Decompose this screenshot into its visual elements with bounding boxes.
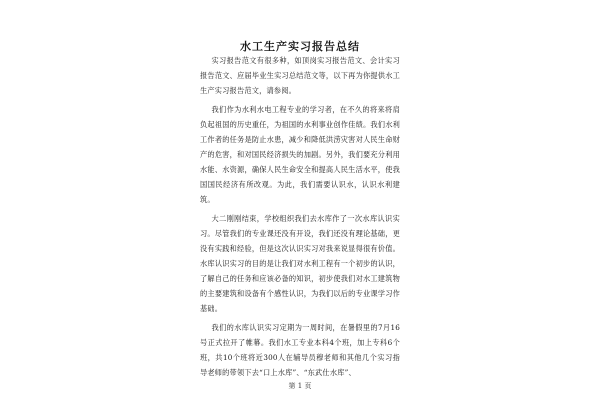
paragraph-internship-schedule: 我们的水库认识实习定期为一周时间，在暑假里的7月16号正式拉开了帷幕。我们水工专业本科4个班，加上专科6个班，共10个班将近300人在辅导员穆老师和其他几个实习指导老师的带领下去“口上水库”、“东武仕水库”、: [200, 323, 400, 377]
paragraph-intro: 实习报告范文有很多种，如顶岗实习报告范文、会计实习报告范文、应届毕业生实习总结范文等，以下再为你提供水工生产实习报告范文，请参阅。: [200, 56, 400, 95]
document-body: [200, 53, 400, 384]
paragraph-internship-purpose: 大二刚刚结束，学校组织我们去水库作了一次水库认识实习。尽管我们的专业课还没有开设，我们还没有理论基础，更没有实践和经验，但是这次认识实习对我来说显得很有价值。水库认识实习的目的是让我们对水利工程有一个初步的认识，了解自己的任务和应该必备的知识，初步使我们对水工建筑物的主要建筑和设备有个感性认识，为我们以后的专业课学习作基础。: [200, 214, 400, 313]
paragraph-mission: 我们作为水利水电工程专业的学习者，在不久的将来将肩负起祖国的历史重任，为祖国的水利事业创作佳绩。我们水利工作者的任务是防止水患，减少和降低洪涝灾害对人民生命财产的危害，和对国民经济损失的加剧。另外，我们要充分利用水能、水资源，确保人民生命安全和提高人民生活水平，使我国国民经济有所改观。为此，我们需要认识水，认识水利建筑。: [200, 105, 400, 204]
document-title: 水工生产实习报告总结: [240, 40, 360, 53]
page-number: 第 1 页: [288, 382, 312, 390]
